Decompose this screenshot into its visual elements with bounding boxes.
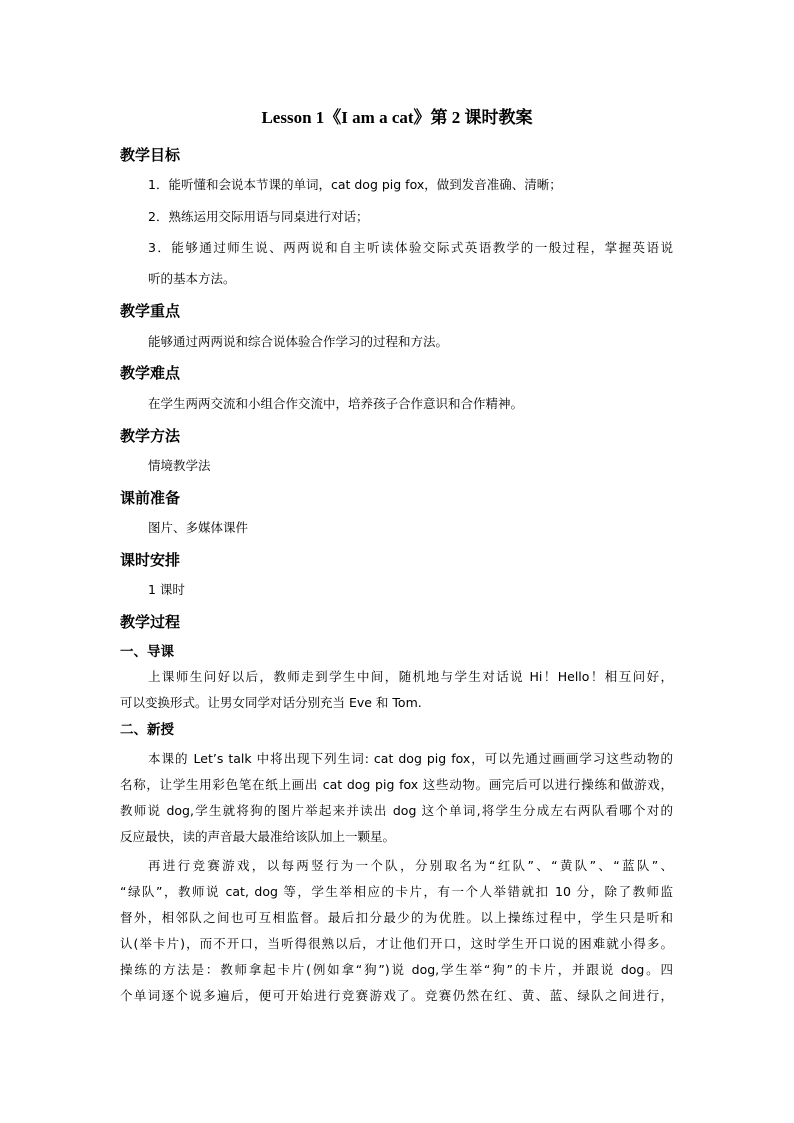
new-lesson-line-5: 再进行竞赛游戏，以每两竖行为一个队，分别取名为“红队”、“黄队”、“蓝队”、 [148,858,673,873]
difficulties-text: 在学生两两交流和小组合作交流中，培养孩子合作意识和合作精神。 [148,396,524,411]
new-lesson-line-8: 认(举卡片)，而不开口，当听得很熟以后，才让他们开口，这时学生开口说的困难就小得多。 [120,936,673,951]
new-lesson-line-7: 督外，相邻队之间也可互相监督。最后扣分最少的为优胜。以上操练过程中，学生只是听和 [120,910,673,925]
new-lesson-heading: 二、新授 [120,722,174,738]
objective-item-1: 1．能听懂和会说本节课的单词，cat dog pig fox，做到发音准确、清晰； [148,177,562,192]
new-lesson-line-4: 反应最快，读的声音最大最准给该队加上一颗星。 [120,829,396,844]
methods-text: 情境教学法 [148,458,211,473]
new-lesson-line-3: 教师说 dog,学生就将狗的图片举起来并读出 dog 这个单词,将学生分成左右两队看哪个对的 [120,803,673,818]
schedule-text: 1 课时 [148,582,185,597]
difficulties-heading: 教学难点 [120,364,181,382]
new-lesson-line-2: 名称，让学生用彩色笔在纸上画出 cat dog pig fox 这些动物。画完后可以进行操练和做游戏， [120,777,673,792]
schedule-heading: 课时安排 [120,551,181,569]
objectives-heading: 教学目标 [120,146,181,164]
new-lesson-line-9: 操练的方法是：教师拿起卡片(例如拿“狗”)说 dog,学生举“狗”的卡片，并跟说 dog。四 [120,962,673,977]
preparation-heading: 课前准备 [120,489,181,507]
new-lesson-line-1: 本课的 Let’s talk 中将出现下列生词: cat dog pig fox，可以先通过画画学习这些动物的 [148,751,673,766]
preparation-text: 图片、多媒体课件 [148,520,249,535]
intro-line-2: 可以变换形式。让男女同学对话分别充当 Eve 和 Tom. [120,695,422,710]
key-points-text: 能够通过两两说和综合说体验合作学习的过程和方法。 [148,334,449,349]
methods-heading: 教学方法 [120,427,181,445]
new-lesson-line-10: 个单词逐个说多遍后，便可开始进行竞赛游戏了。竞赛仍然在红、黄、蓝、绿队之间进行， [120,988,673,1003]
objective-item-2: 2．熟练运用交际用语与同桌进行对话； [148,209,369,224]
document-title: Lesson 1《I am a cat》第 2 课时教案 [261,108,533,127]
intro-line-1: 上课师生问好以后，教师走到学生中间，随机地与学生对话说 Hi！Hello！相互问好， [148,669,673,684]
intro-heading: 一、导课 [120,644,174,660]
objective-item-3-cont: 听的基本方法。 [148,271,236,286]
process-heading: 教学过程 [120,613,181,631]
objective-item-3: 3．能够通过师生说、两两说和自主听读体验交际式英语教学的一般过程，掌握英语说 [148,240,673,255]
key-points-heading: 教学重点 [120,302,181,320]
new-lesson-line-6: “绿队”，教师说 cat, dog 等，学生举相应的卡片，有一个人举错就扣 10 分，除了教师监 [120,884,673,899]
